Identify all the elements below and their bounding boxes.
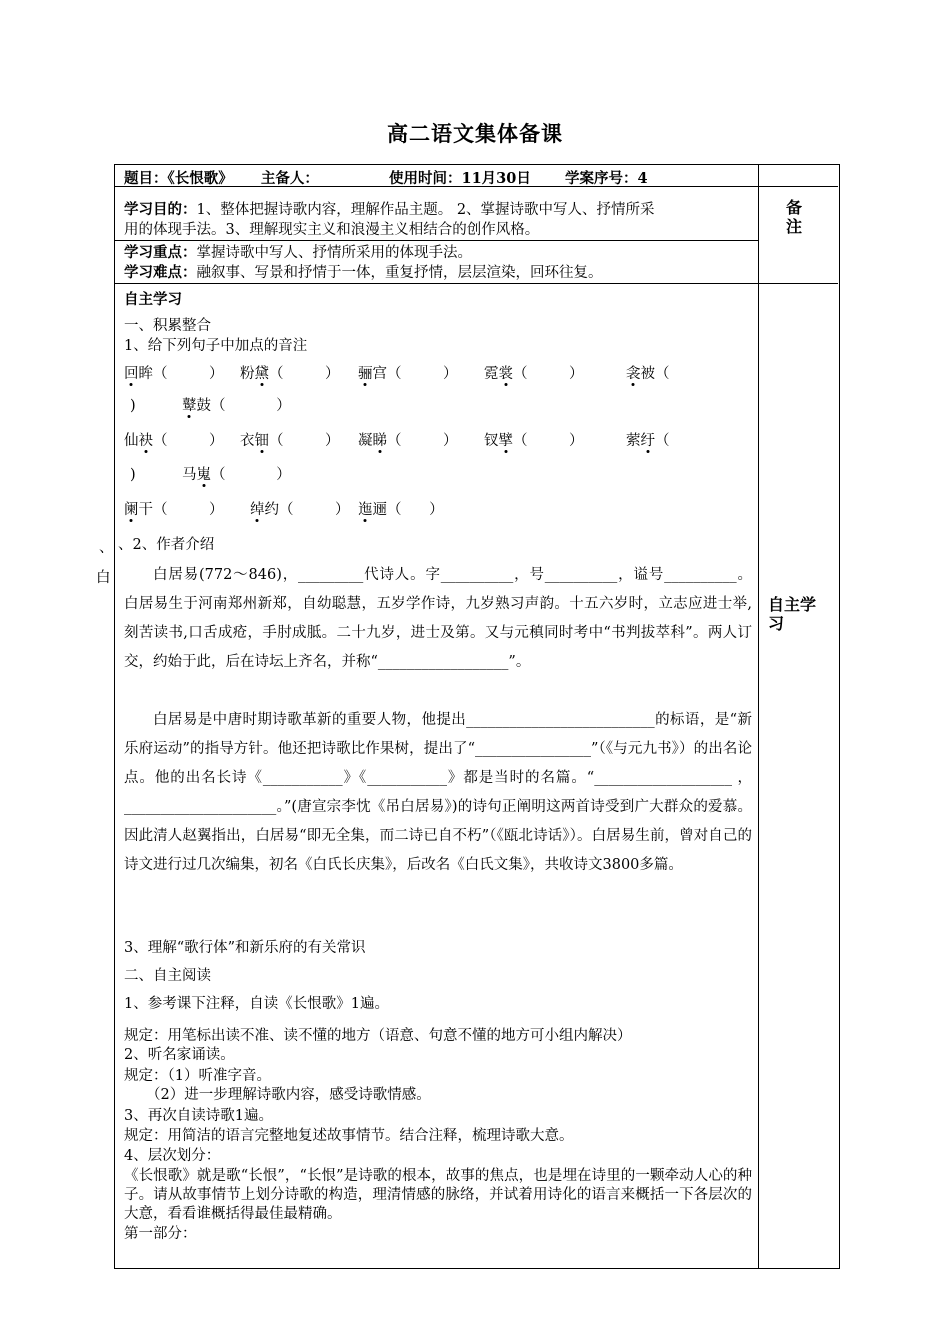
number-label: 学案序号：4	[564, 170, 648, 187]
question-2: 、2、作者介绍	[118, 537, 215, 553]
author-paragraph-1: 白居易(772～846)，_________代诗人。字__________，号__________，谥号__________。 白居易生于河南郑州新郑，自幼聪慧，五岁学作诗，九岁熟习声韵。十五六岁时，立志应进士举,刻苦读书,口舌成疮，手肘成胝。二十九岁，进士及第。又与元稹同时考中“书判拔萃科”。两人订交，约始于此，后在诗坛上齐名，并称“__________________”。	[124, 567, 752, 670]
vocab-item: 萦纡（	[626, 433, 670, 449]
vocab-item: 衾被（	[626, 366, 670, 382]
reading-step-4: 4、层次划分：	[124, 1148, 221, 1164]
reading-step-1-rule: 规定：用笔标出读不准、读不懂的地方（语意、句意不懂的地方可小组内解决）	[124, 1028, 632, 1044]
author-paragraph-2: 白居易是中唐时期诗歌革新的重要人物，他提出__________________________的标语，是“新乐府运动”的指导方针。他还把诗歌比作果树，提出了“________________”（《与元九书》）的出名论点。他的出名长诗《___________》《___________》都是当时的名篇。“___________________ ，_____________________。”(唐宣宗李忱《吊白居易》)的诗句正阐明这两首诗受到广大群众的爱慕。因此清人赵翼指出，白居易“即无全集，而二诗已自不朽”（《瓯北诗话》）。白居易生前，曾对自己的诗文进行过几次编集，初名《白氏长庆集》，后改名《白氏文集》，共收诗文3800多篇。	[124, 712, 752, 873]
notes-heading: 备 注	[786, 198, 803, 236]
reading-step-4-text: 《长恨歌》就是歌“长恨”，“长恨”是诗歌的根本，故事的焦点，也是埋在诗里的一颗牵动人心的种子。请从故事情节上划分诗歌的构造，理清情感的脉络，并试着用诗化的语言来概括一下各层次的大意，看看谁概括得最佳最精确。	[124, 1168, 752, 1222]
vocab-item: 凝睇（ ）	[358, 433, 458, 449]
difficulty-text: 融叙事、写景和抒情于一体，重复抒情，层层渲染，回环往复。	[196, 265, 603, 281]
question-1: 1、给下列句子中加点的音注	[124, 338, 308, 354]
row-divider-objectives	[114, 240, 758, 241]
reading-step-2-rule-2: （2）进一步理解诗歌内容，感受诗歌情感。	[146, 1087, 431, 1103]
part1-heading: 一、积累整合	[124, 318, 211, 334]
objectives-line1	[124, 201, 655, 219]
reading-step-2-rule-1: 规定：（1）听准字音。	[124, 1068, 271, 1084]
margin-char: 白	[96, 570, 111, 586]
self-study-side-heading: 自主学 习	[768, 595, 817, 633]
vocab-item: 鼙鼓（ ）	[182, 398, 291, 414]
row-divider-difficulty	[114, 283, 838, 284]
page-title: 高二语文集体备课	[387, 121, 563, 146]
vocab-item: 阑干（ ）	[124, 502, 224, 518]
reading-step-1: 1、参考课下注释，自读《长恨歌》1遍。	[124, 996, 389, 1012]
difficulty-label: 学习难点：	[124, 264, 197, 281]
margin-comma: 、	[99, 540, 114, 556]
reading-step-3-rule: 规定：用简洁的语言完整地复述故事情节。结合注释，梳理诗歌大意。	[124, 1128, 574, 1144]
reading-step-4-part1: 第一部分：	[124, 1226, 197, 1242]
focus-text: 掌握诗歌中写人、抒情所采用的体现手法。	[196, 245, 472, 261]
focus-label: 学习重点：	[124, 244, 197, 261]
section-heading: 自主学习	[124, 291, 182, 308]
reading-step-2: 2、听名家诵读。	[124, 1047, 235, 1063]
topic-label: 题目：《长恨歌》	[124, 170, 233, 187]
objectives-text1: 1、整体把握诗歌内容，理解作品主题。 2、掌握诗歌中写人、抒情所采	[196, 202, 655, 218]
vocab-item: 衣钿（ ）	[240, 433, 340, 449]
vocab-item: 钗擘（ ）	[484, 433, 584, 449]
objectives-line2: 用的体现手法。3、理解现实主义和浪漫主义相结合的创作风格。	[124, 222, 540, 238]
objectives-label: 学习目的：	[124, 201, 197, 218]
vocab-item: 马嵬（ ）	[182, 467, 291, 483]
vocab-item: 迤逦（ ）	[358, 502, 444, 518]
vocab-item: 骊宫（ ）	[358, 366, 458, 382]
focus-row	[124, 244, 472, 262]
vocab-item: 粉黛（ ）	[240, 366, 340, 382]
header-row	[124, 170, 648, 187]
part2-heading: 二、自主阅读	[124, 968, 211, 984]
vocab-item: 霓裳（ ）	[484, 366, 584, 382]
vocab-item: 仙袂（ ）	[124, 433, 224, 449]
reading-step-3: 3、再次自读诗歌1遍。	[124, 1108, 273, 1124]
time-label: 使用时间：11月30日	[389, 170, 531, 187]
vocab-item: 绰约（ ）	[250, 502, 350, 518]
vocab-item: 回眸（ ）	[124, 366, 224, 382]
preparer-label: 主备人：	[260, 170, 319, 187]
question-3: 3、理解“歌行体”和新乐府的有关常识	[124, 940, 366, 956]
difficulty-row	[124, 264, 603, 282]
